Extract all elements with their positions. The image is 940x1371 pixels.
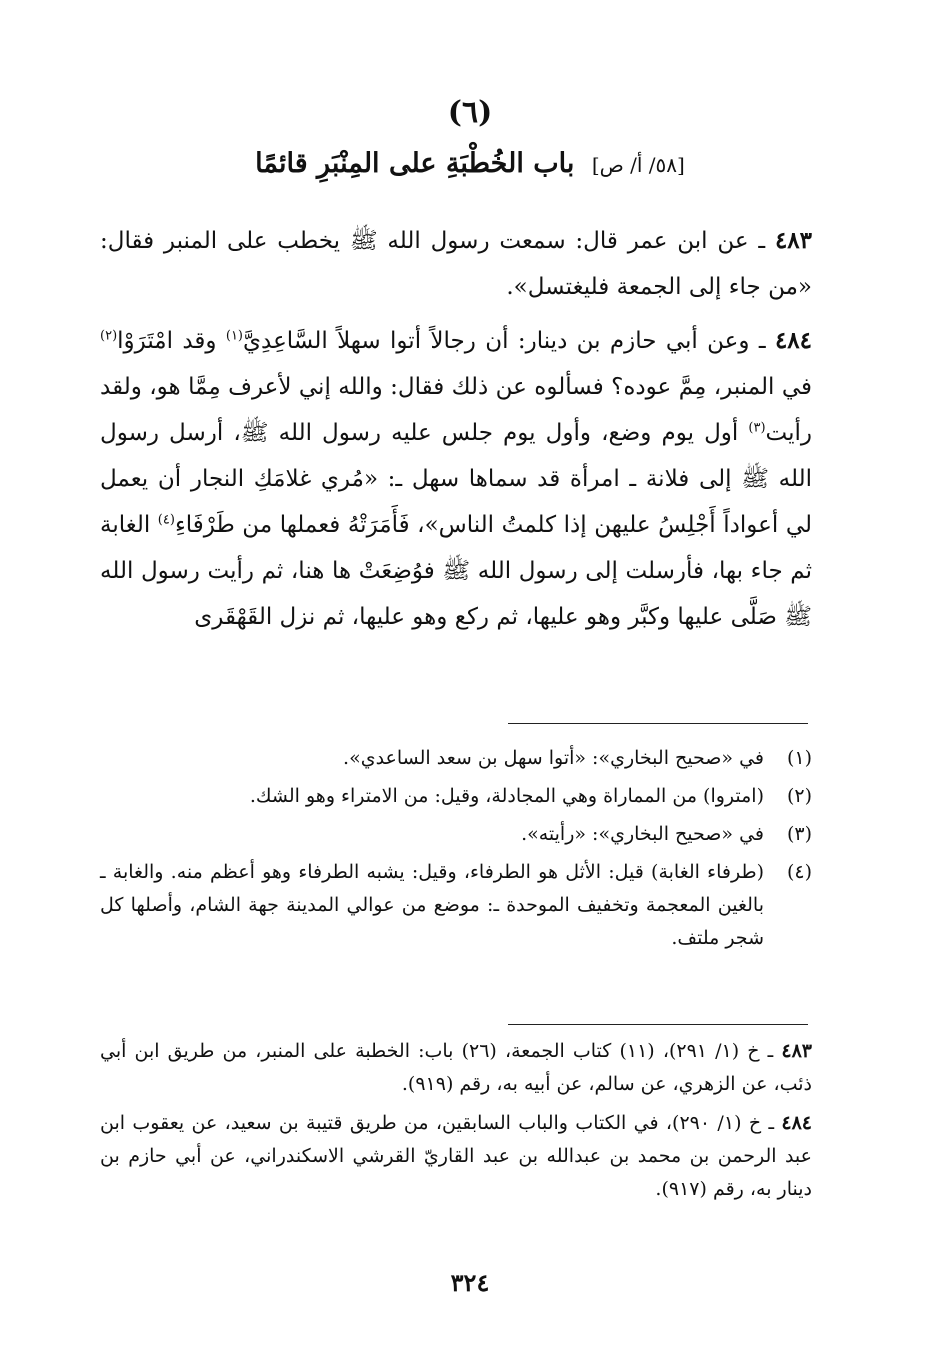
footnote-item	[100, 780, 812, 813]
hadith-text: ـ وعن أبي حازم بن دينار: أن رجالاً أتوا سهلاً السَّاعِدِيَّ	[243, 328, 775, 354]
source-text: ـ خ (١/ ٢٩٠)، في الكتاب والباب السابقين، من طريق قتيبة بن سعيد، عن يعقوب ابن عبد الرحمن بن محمد بن عبدالله بن عبد القاريّ القرشي الاسكندراني، عن أبي حازم بن دينار به، رقم (٩١٧).	[100, 1112, 812, 1200]
footnote-number: (٣)	[786, 823, 812, 845]
chapter-heading	[0, 148, 940, 179]
page-number: ٣٢٤	[450, 1268, 490, 1297]
source-references	[100, 1035, 812, 1212]
hadith-number: ٤٨٤	[774, 327, 812, 354]
hadith-text: ـ عن ابن عمر قال: سمعت رسول الله ﷺ يخطب على المنبر فقال: «من جاء إلى الجمعة فليغتسل».	[100, 228, 812, 300]
footnote-item	[100, 856, 812, 955]
source-number: ٤٨٤	[781, 1112, 812, 1134]
sources-divider	[508, 1024, 808, 1025]
hadith-483	[100, 218, 812, 310]
footnotes	[100, 742, 812, 960]
hadith-text: في المنبر، مِمَّ عوده؟ فسألوه عن ذلك فقال: والله إني لأعرف مِمَّا هو، ولقد رأيت	[100, 374, 812, 446]
footnote-divider	[508, 723, 808, 724]
source-item	[100, 1107, 812, 1206]
footnote-number: (٢)	[786, 785, 812, 807]
chapter-number: (٦)	[447, 95, 493, 130]
hadith-text: الغابة ثم جاء بها، فأرسلت إلى رسول الله ﷺ فوُضِعَتْ ها هنا، ثم رأيت رسول الله ﷺ صَلَّى عليها وكبَّر وهو عليها، ثم ركع وهو عليها، ثم نزل القَهْقَرى	[100, 512, 812, 630]
footnote-item	[100, 742, 812, 775]
footnote-number: (٤)	[786, 861, 812, 883]
main-text	[100, 218, 812, 648]
hadith-484	[100, 318, 812, 640]
chapter-title: باب الخُطْبَةِ على المِنْبَرِ قائمًا	[255, 148, 575, 179]
footnote-marker: (١)	[225, 328, 243, 344]
source-number: ٤٨٣	[781, 1040, 812, 1062]
source-item	[100, 1035, 812, 1101]
footnote-text: (امتروا) من المماراة وهي المجادلة، وقيل: من الامتراء وهو الشك.	[249, 785, 764, 807]
hadith-text: وقد امْتَرَوْا	[117, 328, 226, 354]
footnote-text: في «صحيح البخاري»: «أتوا سهل بن سعد الساعدي».	[343, 747, 764, 769]
footnote-item	[100, 818, 812, 851]
footnote-marker: (٣)	[748, 420, 766, 436]
footnote-number: (١)	[786, 747, 812, 769]
hadith-number: ٤٨٣	[774, 227, 812, 254]
hadith-text: أول يوم وضع، وأول يوم جلس عليه رسول الله ﷺ، أرسل رسول الله ﷺ إلى فلانة ـ امرأة قد سماها سهل ـ: «مُري غلامَكِ النجار أن يعمل لي أعواداً أَجْلِسُ عليهن إذا كلمتُ الناس»، فَأَمَرَتْهُ فعملها من طَرْفَاءِ	[100, 420, 813, 538]
footnote-marker: (٤)	[157, 512, 175, 528]
footnote-marker: (٢)	[100, 328, 118, 344]
footnote-text: في «صحيح البخاري»: «رأيته».	[521, 823, 764, 845]
manuscript-reference: [٥٨/ أ/ ص]	[591, 153, 685, 177]
source-text: ـ خ (١/ ٢٩١)، (١١) كتاب الجمعة، (٢٦) باب: الخطبة على المنبر، من طريق ابن أبي ذئب، عن الزهري، عن سالم، عن أبيه به، رقم (٩١٩).	[100, 1040, 812, 1095]
footnote-text: (طرفاء الغابة) قيل: الأثل هو الطرفاء، وقيل: يشبه الطرفاء وهو أعظم منه. والغابة ـ بالغين المعجمة وتخفيف الموحدة ـ: موضع من عوالي المدينة جهة الشام، وأصلها كل شجر ملتف.	[100, 861, 764, 949]
